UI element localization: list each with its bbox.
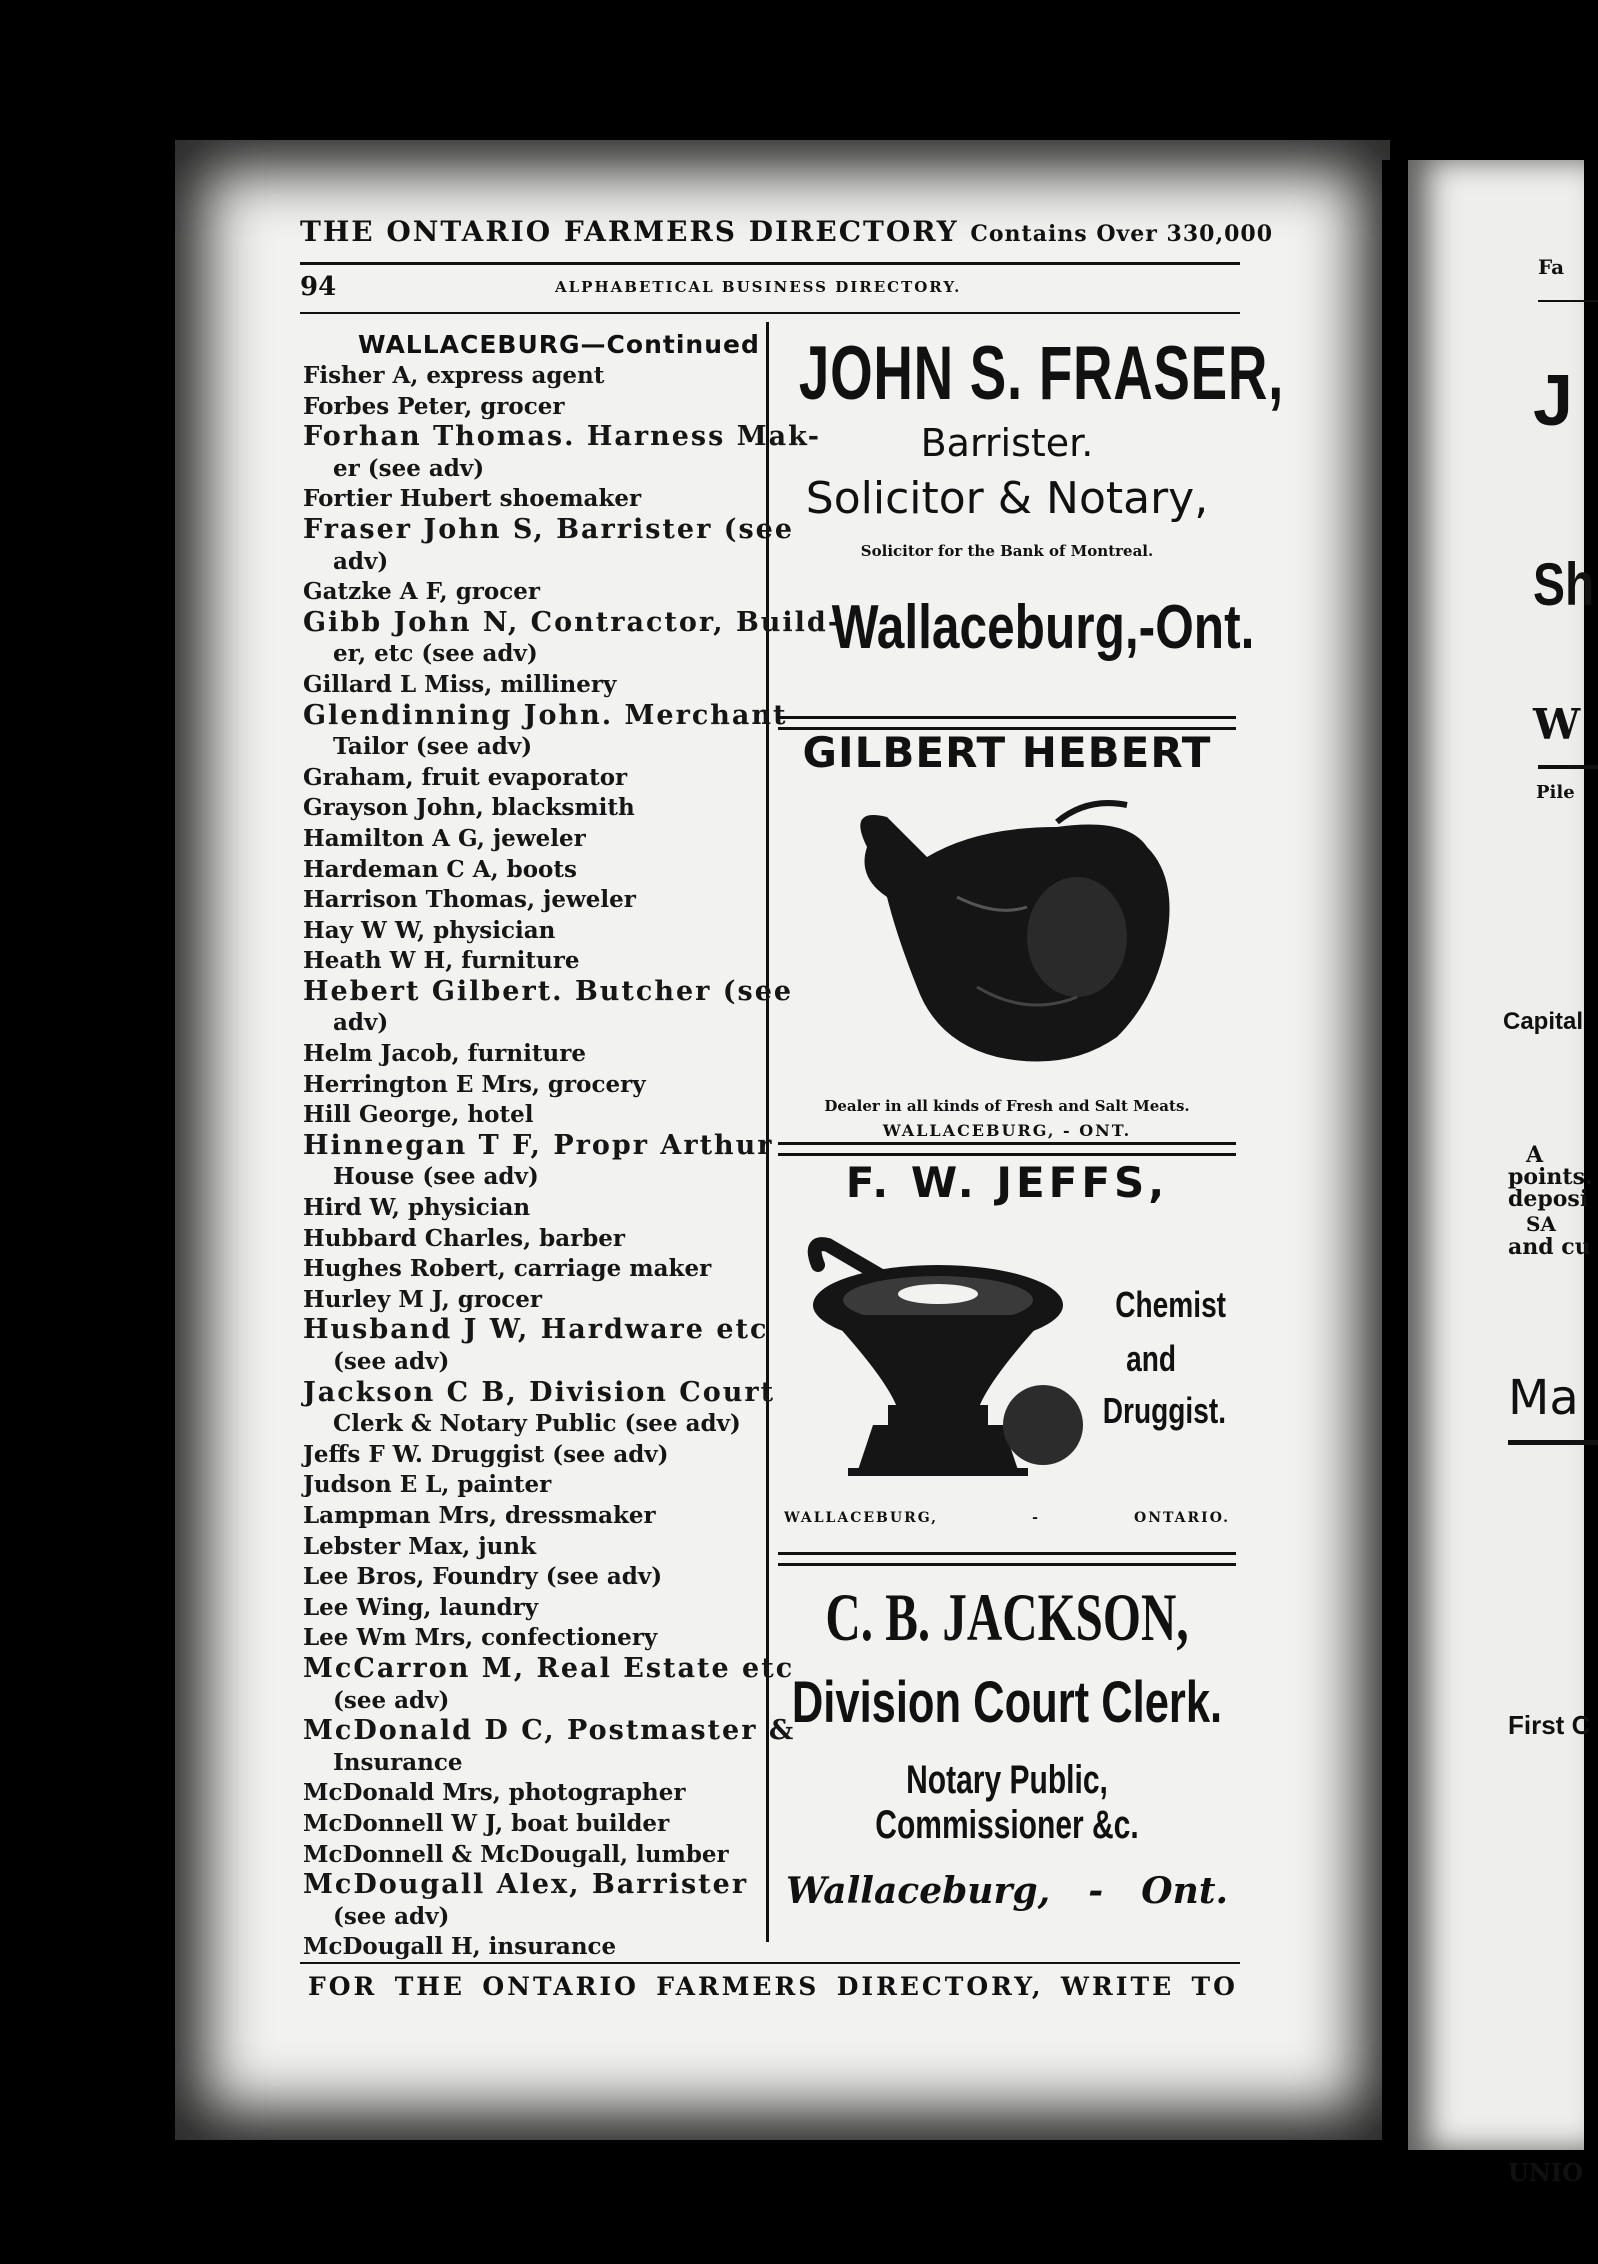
- list-item: Hird W, physician: [303, 1194, 531, 1222]
- list-item: (see adv): [333, 1686, 450, 1714]
- ad-place: WALLACEBURG, - ONT.: [882, 1121, 1132, 1140]
- list-item-text: McCarron M, Real Estate etc: [303, 1652, 795, 1684]
- facing-rule: [1538, 300, 1598, 302]
- ad-place-town: Wallaceburg,: [786, 1870, 1051, 1912]
- business-listing: [303, 330, 842, 1963]
- list-item: [303, 1376, 776, 1410]
- list-item: Lebster Max, junk: [303, 1532, 537, 1560]
- footer-rule: [300, 1962, 1240, 1964]
- list-item: Helm Jacob, furniture: [303, 1040, 586, 1068]
- sub-header: [300, 272, 1240, 302]
- facing-rule: [1538, 765, 1598, 769]
- list-item: Clerk & Notary Public (see adv): [333, 1410, 741, 1438]
- list-item: Insurance: [333, 1748, 463, 1776]
- ad-word-chemist: Chemist: [1115, 1284, 1226, 1325]
- facing-first: First C: [1508, 1710, 1591, 1740]
- ad-name: JOHN S. FRASER,: [798, 331, 1285, 416]
- list-item: Lee Wm Mrs, confectionery: [303, 1624, 658, 1652]
- list-item: Graham, fruit evaporator: [303, 763, 628, 791]
- list-item-text: Jackson C B, Division Court: [303, 1376, 776, 1408]
- facing-sa: SA: [1526, 1212, 1556, 1236]
- list-item: McDonald Mrs, photographer: [303, 1779, 686, 1807]
- ad-word-druggist: Druggist.: [1102, 1390, 1226, 1431]
- ad-name: GILBERT HEBERT: [802, 728, 1212, 777]
- footer-word: FOR: [308, 1972, 378, 2001]
- list-item: er (see adv): [333, 454, 485, 482]
- ad-john-fraser: [778, 330, 1285, 663]
- list-item: Herrington E Mrs, grocery: [303, 1070, 646, 1098]
- list-item-text: McDougall Alex, Barrister: [303, 1869, 749, 1901]
- page-footer: [308, 1972, 1238, 2001]
- list-item: McDonnell W J, boat builder: [303, 1809, 670, 1837]
- facing-pile: Pile: [1536, 782, 1575, 803]
- page-gutter: [1382, 160, 1408, 2150]
- list-item: [303, 513, 795, 547]
- ad-title: Division Court Clerk.: [791, 1670, 1223, 1735]
- ad-place: [778, 1870, 1236, 1912]
- footer-word: THE: [394, 1972, 465, 2001]
- list-item: McDonnell & McDougall, lumber: [303, 1840, 729, 1868]
- facing-ma: Ma: [1508, 1370, 1579, 1426]
- sub-header-rule: [300, 312, 1240, 314]
- footer-word: TO: [1191, 1972, 1238, 2001]
- list-item: Gatzke A F, grocer: [303, 578, 540, 606]
- ad-place-province: Ont.: [1155, 593, 1255, 662]
- list-item: [303, 1870, 763, 1902]
- list-item: Hill George, hotel: [303, 1101, 534, 1129]
- list-item: Heath W H, furniture: [303, 947, 580, 975]
- list-item: Hughes Robert, carriage maker: [303, 1255, 712, 1283]
- list-item: Jeffs F W. Druggist (see adv): [303, 1440, 669, 1468]
- list-item: Hardeman C A, boots: [303, 855, 577, 883]
- list-item: House (see adv): [333, 1163, 539, 1191]
- ad-title-2: Solicitor & Notary,: [805, 473, 1209, 524]
- footer-word: ONTARIO: [482, 1972, 639, 2001]
- list-item: Gillard L Miss, millinery: [303, 670, 617, 698]
- facing-big-letter: J: [1533, 361, 1574, 441]
- list-item: [303, 975, 794, 1009]
- facing-header: Fa: [1538, 255, 1565, 279]
- ad-separator: [778, 1552, 1236, 1566]
- list-item: adv): [333, 547, 389, 575]
- list-item: Harrison Thomas, jeweler: [303, 886, 636, 914]
- list-item: [303, 606, 842, 640]
- header-rule: [300, 262, 1240, 265]
- list-item: (see adv): [333, 1348, 450, 1375]
- ad-place-dash: -: [1138, 593, 1156, 662]
- footer-word: DIRECTORY,: [836, 1972, 1044, 2001]
- list-item: [303, 1314, 769, 1347]
- ad-cb-jackson: [778, 1578, 1236, 1912]
- list-item: Hurley M J, grocer: [303, 1285, 543, 1313]
- header-contains: Contains Over 330,000: [970, 221, 1274, 247]
- facing-deposit: deposi: [1508, 1186, 1589, 1212]
- list-item: Lee Wing, laundry: [303, 1593, 539, 1621]
- list-item: Fisher A, express agent: [303, 362, 605, 389]
- facing-and-cu: and cu: [1508, 1234, 1591, 1260]
- facing-capital: Capital: [1503, 1008, 1584, 1035]
- page-number: 94: [300, 272, 337, 302]
- list-item: (see adv): [333, 1902, 450, 1930]
- facing-page: [1408, 160, 1595, 2187]
- facing-points: points.: [1508, 1164, 1593, 1190]
- mortar-pestle-illustration: [778, 1220, 1098, 1480]
- list-item-text: Glendinning John. Merchant: [303, 699, 788, 731]
- ad-separator: [778, 1142, 1236, 1156]
- list-item-text: Fraser John S, Barrister (see: [303, 513, 795, 545]
- list-item-text: Hebert Gilbert. Butcher (see: [303, 975, 794, 1007]
- facing-union: UNIO: [1508, 2158, 1583, 2187]
- section-title: ALPHABETICAL BUSINESS DIRECTORY.: [555, 278, 962, 296]
- list-item: [303, 1652, 795, 1686]
- list-item: [303, 1129, 774, 1163]
- list-item-text: Husband J W, Hardware etc: [303, 1314, 769, 1346]
- list-item: [303, 699, 788, 733]
- list-item: [303, 1715, 796, 1748]
- list-item: Grayson John, blacksmith: [303, 794, 635, 822]
- directory-title: THE ONTARIO FARMERS DIRECTORY: [300, 215, 959, 248]
- ad-title: Barrister.: [920, 421, 1094, 465]
- ad-place-province: ONTARIO.: [1134, 1510, 1230, 1526]
- facing-a: A: [1526, 1142, 1544, 1168]
- ad-place: [824, 592, 1255, 663]
- list-item: adv): [333, 1009, 389, 1037]
- ad-note: Solicitor for the Bank of Montreal.: [860, 542, 1154, 560]
- ad-dealer: Dealer in all kinds of Fresh and Salt Meats.: [824, 1097, 1190, 1115]
- ad-place-province: Ont.: [1141, 1870, 1228, 1912]
- list-item: Tailor (see adv): [333, 733, 533, 761]
- list-item: Lampman Mrs, dressmaker: [303, 1501, 656, 1529]
- list-item: [303, 421, 821, 454]
- running-header: [300, 215, 1274, 248]
- ad-line-commissioner: Commissioner &c.: [875, 1803, 1139, 1847]
- ad-place: [784, 1510, 1230, 1526]
- list-item: er, etc (see adv): [333, 640, 538, 668]
- ad-gilbert-hebert: [778, 728, 1236, 1140]
- list-item-text: Forhan Thomas. Harness Mak-: [303, 421, 821, 453]
- list-item: Hamilton A G, jeweler: [303, 824, 586, 852]
- ad-fw-jeffs: [778, 1158, 1236, 1543]
- list-item: Lee Bros, Foundry (see adv): [303, 1563, 663, 1591]
- list-item: Fortier Hubert shoemaker: [303, 485, 642, 513]
- list-item: Forbes Peter, grocer: [303, 392, 565, 420]
- list-item: McDougall H, insurance: [303, 1933, 617, 1961]
- ad-name: F. W. JEFFS,: [845, 1158, 1169, 1207]
- ad-place-town: WALLACEBURG,: [784, 1510, 939, 1526]
- ad-word-and: and: [1126, 1338, 1176, 1379]
- list-item: Hubbard Charles, barber: [303, 1224, 626, 1252]
- footer-word: FARMERS: [656, 1972, 820, 2001]
- ad-place-dash: -: [1088, 1870, 1104, 1912]
- list-item: Hay W W, physician: [303, 916, 556, 944]
- ad-place-town: Wallaceburg,: [831, 593, 1139, 662]
- ad-place-dash: -: [1032, 1510, 1040, 1526]
- footer-word: WRITE: [1060, 1972, 1175, 2001]
- ad-line-notary: Notary Public,: [906, 1758, 1108, 1802]
- list-item-text: Hinnegan T F, Propr Arthur: [303, 1129, 774, 1161]
- bull-head-illustration: [827, 787, 1187, 1077]
- ad-name: C. B. JACKSON,: [825, 1579, 1189, 1655]
- listing-heading: WALLACEBURG—Continued: [358, 330, 760, 359]
- list-item-text: McDonald D C, Postmaster &: [303, 1715, 796, 1747]
- list-item: Judson E L, painter: [303, 1471, 552, 1499]
- facing-wa: W: [1533, 700, 1581, 749]
- facing-sh: Sh: [1533, 551, 1595, 618]
- facing-rule: [1508, 1440, 1598, 1445]
- list-item-text: Gibb John N, Contractor, Build-: [303, 606, 842, 638]
